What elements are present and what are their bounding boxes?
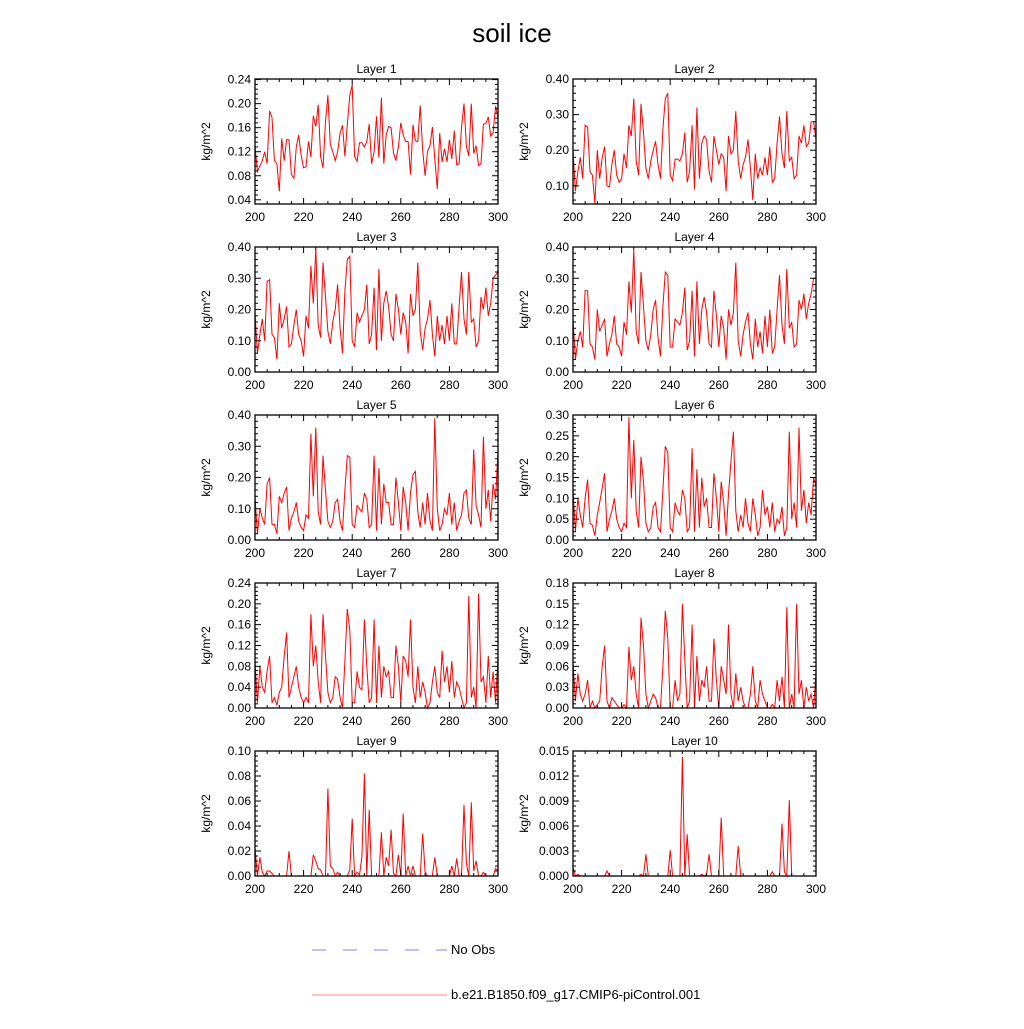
x-tick-label: 300 (805, 546, 827, 560)
y-axis-label: kg/m^2 (517, 626, 531, 665)
panel-8 (517, 566, 826, 728)
x-tick-label: 240 (342, 882, 363, 896)
x-tick-label: 240 (342, 714, 363, 728)
y-tick-label: 0.04 (227, 680, 251, 695)
x-tick-label: 200 (562, 882, 584, 896)
x-tick-label: 200 (562, 378, 584, 392)
x-tick-label: 200 (244, 714, 266, 728)
series-line (573, 417, 816, 536)
x-tick-label: 280 (439, 210, 460, 224)
x-tick-label: 260 (390, 378, 411, 392)
x-tick-label: 280 (439, 714, 460, 728)
x-tick-label: 260 (708, 546, 729, 560)
y-axis-label: kg/m^2 (199, 458, 213, 497)
x-tick-label: 280 (439, 378, 460, 392)
legend-label-no-obs: No Obs (451, 942, 496, 957)
series-line (573, 93, 816, 203)
x-tick-label: 220 (611, 882, 632, 896)
y-tick-label: 0.30 (545, 408, 569, 422)
x-tick-label: 200 (244, 882, 266, 896)
chart-title: soil ice (472, 18, 552, 48)
panel-5 (199, 398, 508, 560)
x-tick-label: 240 (342, 210, 363, 224)
x-tick-label: 260 (390, 546, 411, 560)
x-tick-label: 280 (757, 378, 778, 392)
y-axis-label: kg/m^2 (199, 794, 213, 833)
y-axis-label: kg/m^2 (517, 290, 531, 329)
x-tick-label: 200 (244, 546, 266, 560)
y-tick-label: 0.06 (227, 794, 251, 808)
y-tick-label: 0.30 (545, 271, 569, 286)
y-tick-label: 0.12 (545, 617, 569, 632)
y-tick-label: 0.10 (227, 333, 251, 348)
x-tick-label: 220 (293, 882, 314, 896)
panel-3 (199, 230, 508, 392)
panel-title: Layer 7 (356, 566, 397, 580)
x-tick-label: 300 (487, 714, 509, 728)
plot-frame (255, 247, 498, 372)
plot-frame (255, 79, 498, 204)
y-tick-label: 0.00 (227, 869, 251, 883)
y-tick-label: 0.15 (545, 596, 569, 611)
x-tick-label: 220 (293, 714, 314, 728)
x-tick-label: 260 (390, 882, 411, 896)
x-tick-label: 240 (660, 546, 681, 560)
x-tick-label: 260 (390, 210, 411, 224)
legend (312, 942, 700, 1002)
panel-title: Layer 4 (674, 230, 715, 244)
x-tick-label: 200 (562, 210, 584, 224)
x-tick-label: 300 (487, 882, 509, 896)
x-tick-label: 260 (708, 210, 729, 224)
x-tick-label: 240 (660, 882, 681, 896)
x-tick-label: 300 (805, 378, 827, 392)
panel-6 (517, 398, 826, 560)
y-axis-label: kg/m^2 (199, 626, 213, 665)
panel-title: Layer 6 (674, 398, 715, 412)
x-tick-label: 240 (660, 378, 681, 392)
y-tick-label: 0.04 (227, 819, 251, 833)
x-tick-label: 260 (708, 714, 729, 728)
y-tick-label: 0.00 (227, 365, 251, 379)
y-tick-label: 0.24 (227, 72, 251, 87)
y-tick-label: 0.10 (545, 178, 569, 193)
y-tick-label: 0.003 (538, 844, 569, 858)
y-tick-label: 0.16 (227, 120, 251, 135)
x-tick-label: 280 (757, 546, 778, 560)
y-tick-label: 0.40 (227, 408, 251, 422)
y-axis-label: kg/m^2 (199, 122, 213, 161)
x-tick-label: 220 (611, 546, 632, 560)
x-tick-label: 200 (244, 210, 266, 224)
series-line (255, 593, 498, 708)
y-tick-label: 0.015 (538, 744, 569, 758)
y-tick-label: 0.20 (227, 96, 251, 111)
y-axis-label: kg/m^2 (517, 458, 531, 497)
y-tick-label: 0.10 (227, 744, 251, 758)
x-tick-label: 220 (611, 210, 632, 224)
x-tick-label: 300 (805, 210, 827, 224)
y-tick-label: 0.10 (227, 501, 251, 516)
y-tick-label: 0.10 (545, 491, 569, 506)
y-tick-label: 0.16 (227, 617, 251, 632)
panel-1 (199, 62, 508, 224)
plot-frame (573, 583, 816, 708)
x-tick-label: 220 (293, 210, 314, 224)
y-tick-label: 0.24 (227, 576, 251, 590)
y-tick-label: 0.20 (227, 470, 251, 485)
x-tick-label: 300 (487, 378, 509, 392)
y-tick-label: 0.08 (227, 659, 251, 674)
panel-9 (199, 734, 508, 896)
x-tick-label: 240 (660, 714, 681, 728)
x-tick-label: 240 (342, 546, 363, 560)
y-tick-label: 0.30 (545, 107, 569, 122)
y-tick-label: 0.40 (545, 240, 569, 254)
x-tick-label: 300 (487, 546, 509, 560)
x-tick-label: 200 (562, 546, 584, 560)
y-tick-label: 0.20 (545, 302, 569, 317)
y-axis-label: kg/m^2 (199, 290, 213, 329)
y-tick-label: 0.012 (538, 769, 569, 783)
y-tick-label: 0.02 (227, 844, 251, 858)
legend-label-model: b.e21.B1850.f09_g17.CMIP6-piControl.001 (451, 987, 701, 1002)
x-tick-label: 280 (439, 546, 460, 560)
x-tick-label: 200 (562, 714, 584, 728)
x-tick-label: 300 (805, 882, 827, 896)
series-line (255, 418, 498, 534)
y-tick-label: 0.30 (227, 439, 251, 454)
series-line (573, 757, 816, 876)
panel-4 (517, 230, 826, 392)
y-tick-label: 0.18 (545, 576, 569, 590)
series-line (255, 249, 498, 360)
y-tick-label: 0.25 (545, 428, 569, 443)
y-tick-label: 0.20 (545, 449, 569, 464)
x-tick-label: 300 (805, 714, 827, 728)
y-tick-label: 0.12 (227, 144, 251, 159)
plot-frame (573, 751, 816, 876)
y-tick-label: 0.05 (545, 512, 569, 527)
y-tick-label: 0.30 (227, 271, 251, 286)
series-line (255, 774, 498, 877)
y-tick-label: 0.00 (227, 701, 251, 715)
panel-7 (199, 566, 508, 728)
x-tick-label: 260 (708, 882, 729, 896)
y-tick-label: 0.04 (227, 192, 251, 207)
panel-2 (517, 62, 826, 224)
y-tick-label: 0.15 (545, 470, 569, 485)
y-tick-label: 0.40 (545, 72, 569, 86)
y-axis-label: kg/m^2 (517, 794, 531, 833)
plot-frame (255, 751, 498, 876)
series-line (573, 604, 816, 708)
y-tick-label: 0.10 (545, 333, 569, 348)
y-tick-label: 0.40 (227, 240, 251, 254)
y-tick-label: 0.00 (545, 701, 569, 715)
x-tick-label: 240 (342, 378, 363, 392)
x-tick-label: 220 (611, 714, 632, 728)
y-tick-label: 0.000 (538, 869, 569, 883)
y-tick-label: 0.08 (227, 168, 251, 183)
y-tick-label: 0.09 (545, 638, 569, 653)
y-tick-label: 0.006 (538, 819, 569, 833)
x-tick-label: 280 (757, 714, 778, 728)
x-tick-label: 240 (660, 210, 681, 224)
x-tick-label: 260 (708, 378, 729, 392)
y-tick-label: 0.009 (538, 794, 569, 808)
x-tick-label: 280 (757, 882, 778, 896)
x-tick-label: 200 (244, 378, 266, 392)
series-line (255, 85, 498, 191)
panel-title: Layer 9 (356, 734, 397, 748)
y-tick-label: 0.20 (227, 302, 251, 317)
y-tick-label: 0.12 (227, 638, 251, 653)
x-tick-label: 220 (611, 378, 632, 392)
panel-title: Layer 8 (674, 566, 715, 580)
x-tick-label: 260 (390, 714, 411, 728)
x-tick-label: 220 (293, 546, 314, 560)
panel-title: Layer 3 (356, 230, 397, 244)
x-tick-label: 220 (293, 378, 314, 392)
y-tick-label: 0.00 (545, 533, 569, 547)
x-tick-label: 300 (487, 210, 509, 224)
panel-title: Layer 1 (356, 62, 397, 76)
y-tick-label: 0.00 (545, 365, 569, 379)
y-axis-label: kg/m^2 (517, 122, 531, 161)
y-tick-label: 0.20 (545, 143, 569, 158)
x-tick-label: 280 (757, 210, 778, 224)
panel-title: Layer 5 (356, 398, 397, 412)
y-tick-label: 0.00 (227, 533, 251, 547)
panel-title: Layer 10 (671, 734, 718, 748)
y-tick-label: 0.06 (545, 659, 569, 674)
y-tick-label: 0.20 (227, 596, 251, 611)
y-tick-label: 0.08 (227, 769, 251, 783)
y-tick-label: 0.03 (545, 680, 569, 695)
x-tick-label: 280 (439, 882, 460, 896)
panel-title: Layer 2 (674, 62, 715, 76)
series-line (573, 250, 816, 359)
panel-10 (517, 734, 826, 896)
